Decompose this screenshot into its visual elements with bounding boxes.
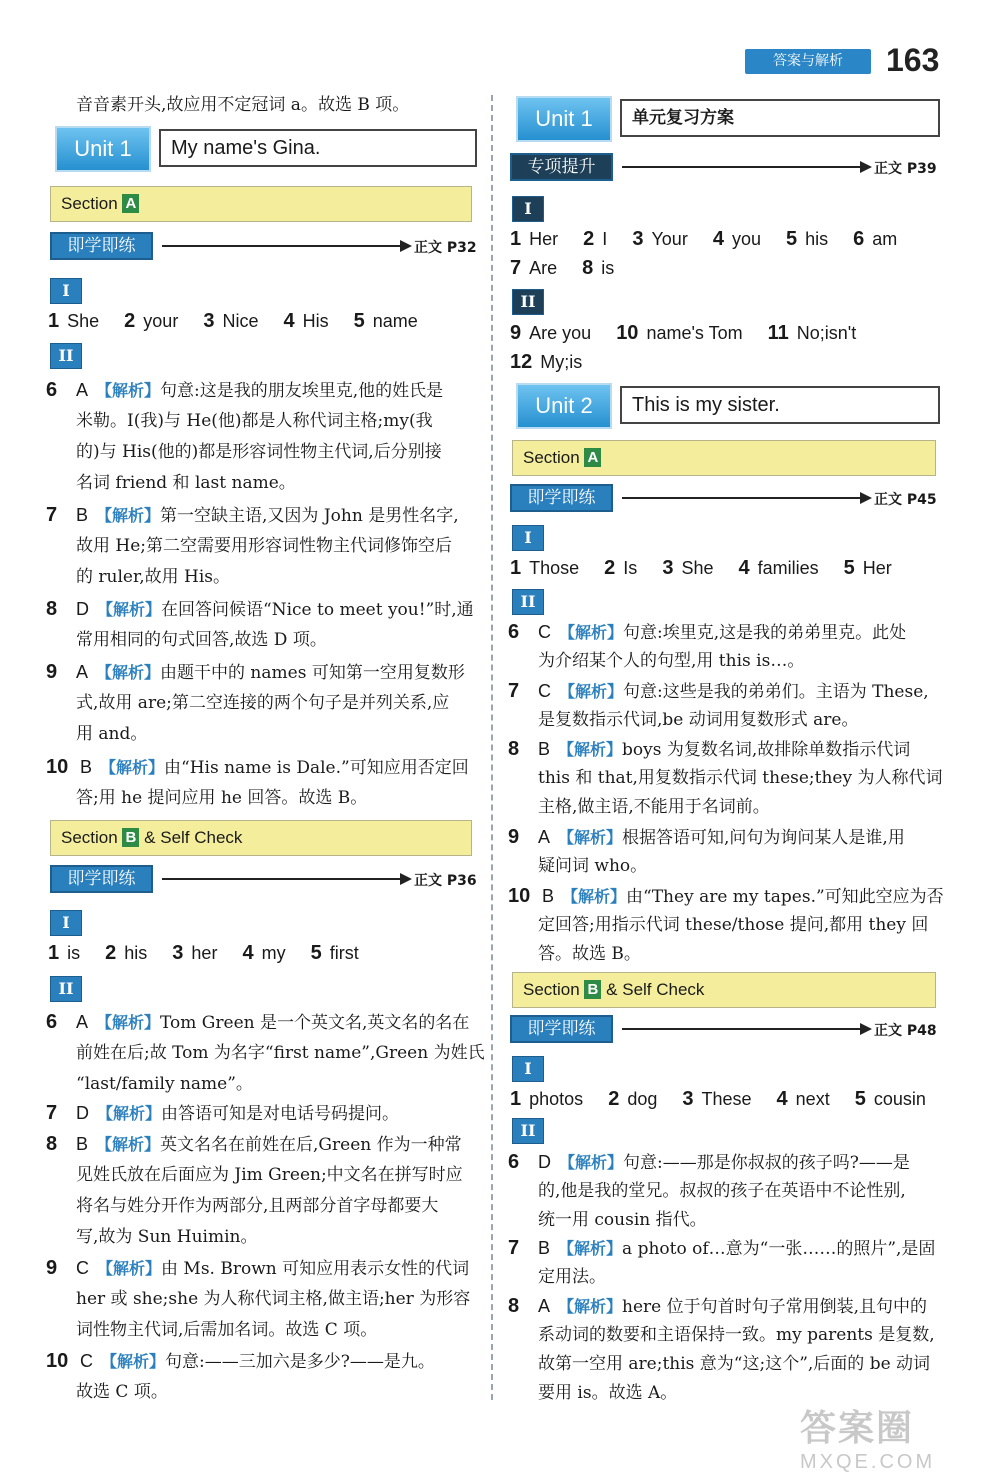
explanation-item: 10 C 【解析】句意:——三加六是多少?——是九。 故选 C 项。 [46,1350,435,1402]
answer-row: 1 Those 2 Is 3 She 4 families 5 Her [510,557,892,579]
intro-line: 音音素开头,故应用不定冠词 a。故选 B 项。 [76,95,410,115]
explanation-item: 7 D 【解析】由答语可知是对电话号码提问。 [46,1102,400,1124]
section-letter: A [584,448,601,467]
section-b-bar [50,820,472,856]
roman-numeral-badge: II [512,589,544,615]
section-a-bar [512,440,936,476]
explanation-item: 6 D 【解析】句意:——那是你叔叔的孩子吗?——是 的,他是我的堂兄。叔叔的孩子在英语中不论性别, 统一用 cousin 指代。 [508,1151,910,1230]
answer-row: 7 Are 8 is [510,257,615,279]
roman-numeral-badge: II [512,289,544,315]
section-label: Section [61,828,118,847]
answer-row: 1 photos 2 dog 3 These 4 next 5 cousin [510,1088,926,1110]
arrow-line [162,245,402,247]
practice-header [50,865,478,893]
unit-title: 单元复习方案 [620,99,940,137]
watermark-logo: 答案圈 MXQE.COM [800,1407,936,1473]
explanation-item: 9 A 【解析】由题干中的 names 可知第一空用复数形 式,故用 are;第二空连接的两个句子是并列关系,应 用 and。 [46,661,465,744]
arrow-line [622,497,862,499]
explanation-item: 6 A 【解析】句意:这是我的朋友埃里克,他的姓氏是 米勒。I(我)与 He(他)都是人称代词主格;my(我 的)与 His(他的)都是形容词性物主代词,后分别接 名词 friend 和 last name。 [46,379,444,493]
page-reference: 正文 P39 [874,161,937,177]
arrow-head-icon [400,240,412,252]
roman-numeral-badge: I [512,525,544,551]
arrow-line [622,1028,862,1030]
page-number: 163 [886,42,940,78]
answer-analysis-tag: 答案与解析 [745,49,871,74]
explanation-item: 6 A 【解析】Tom Green 是一个英文名,英文名的名在 前姓在后;故 Tom 为名字“first name”,Green 为姓氏 “last/family name”。 [46,1011,485,1094]
practice-badge: 即学即练 [50,232,153,260]
arrow-head-icon [860,1023,872,1035]
explanation-item: 7 B 【解析】a photo of…意为“一张……的照片”,是固 定用法。 [508,1237,936,1287]
arrow-head-icon [860,161,872,173]
explanation-item: 8 B 【解析】boys 为复数名词,故排除单数指示代词 this 和 that,用复数指示代词 these;they 为人称代词 主格,做主语,不能用于名词前。 [508,738,943,817]
section-letter: B [122,828,139,847]
explanation-item: 8 A 【解析】here 位于句首时句子常用倒装,且句中的 系动词的数要和主语保持一致。my parents 是复数, 故第一空用 are;this 意为“这;这个”,后面的 be 动词 要用 is。故选 A。 [508,1295,935,1403]
section-letter: B [584,980,601,999]
section-label: Section [523,448,580,467]
arrow-line [622,166,862,168]
unit-badge: Unit 1 [516,96,612,142]
roman-numeral-badge: I [50,278,82,304]
page-reference: 正文 P45 [874,492,937,508]
roman-numeral-badge: I [512,1056,544,1082]
special-practice-header [510,153,942,181]
arrow-head-icon [860,492,872,504]
arrow-line [162,878,402,880]
section-label: Section [523,980,580,999]
unit-badge: Unit 2 [516,383,612,429]
roman-numeral-badge: I [50,910,82,936]
unit-title: My name's Gina. [159,129,477,167]
page-reference: 正文 P36 [414,873,477,889]
answer-row: 9 Are you 10 name's Tom 11 No;isn't [510,322,857,344]
practice-badge: 即学即练 [50,865,153,893]
answer-row: 1 is 2 his 3 her 4 my 5 first [48,942,359,964]
explanation-item: 8 B 【解析】英文名名在前姓在后,Green 作为一种常 见姓氏放在后面应为 Jim Green;中文名在拼写时应 将名与姓分开作为两部分,且两部分首字母都要大 写,故为 Sun Huimin。 [46,1133,463,1247]
unit-header [516,96,940,142]
explanation-item: 6 C 【解析】句意:埃里克,这是我的弟弟里克。此处 为介绍某个人的句型,用 this is…。 [508,621,907,671]
roman-numeral-badge: II [512,1118,544,1144]
section-label: Section [61,194,118,213]
section-letter: A [122,194,139,213]
practice-header [50,232,478,260]
roman-numeral-badge: II [50,976,82,1002]
explanation-item: 10 B 【解析】由“His name is Dale.”可知应用否定回 答;用 he 提问应用 he 回答。故选 B。 [46,756,469,808]
unit-header [516,383,940,429]
practice-header [510,484,942,512]
section-b-bar [512,972,936,1008]
practice-header [510,1015,942,1043]
section-a-bar [50,186,472,222]
practice-badge: 即学即练 [510,484,613,512]
unit-badge: Unit 1 [55,126,151,172]
explanation-item: 9 A 【解析】根据答语可知,问句为询问某人是谁,用 疑问词 who。 [508,826,905,876]
practice-badge: 专项提升 [510,153,613,181]
answer-row: 1 She 2 your 3 Nice 4 His 5 name [48,310,418,332]
roman-numeral-badge: I [512,196,544,222]
explanation-item: 7 B 【解析】第一空缺主语,又因为 John 是男性名字, 故用 He;第二空需要用形容词性物主代词修饰空后 的 ruler,故用 His。 [46,504,459,587]
section-tail: & Self Check [606,980,705,999]
answer-row: 12 My;is [510,351,583,373]
page-reference: 正文 P48 [874,1023,937,1039]
practice-badge: 即学即练 [510,1015,613,1043]
explanation-item: 10 B 【解析】由“They are my tapes.”可知此空应为否 定回答;用指示代词 these/those 提问,都用 they 回 答。故选 B。 [508,885,944,964]
explanation-item: 8 D 【解析】在回答问候语“Nice to meet you!”时,通 常用相同的句式回答,故选 D 项。 [46,598,474,650]
column-divider [491,95,493,1400]
arrow-head-icon [400,873,412,885]
roman-numeral-badge: II [50,343,82,369]
unit-header [55,126,477,172]
page-reference: 正文 P32 [414,240,477,256]
section-tail: & Self Check [144,828,243,847]
explanation-item: 7 C 【解析】句意:这些是我的弟弟们。主语为 These, 是复数指示代词,be 动词用复数形式 are。 [508,680,929,730]
answer-row: 1 Her 2 I 3 Your 4 you 5 his 6 am [510,228,898,250]
explanation-item: 9 C 【解析】由 Ms. Brown 可知应用表示女性的代词 her 或 she;she 为人称代词主格,做主语;her 为形容 词性物主代词,后需加名词。故选 C 项。 [46,1257,471,1340]
unit-title: This is my sister. [620,386,940,424]
